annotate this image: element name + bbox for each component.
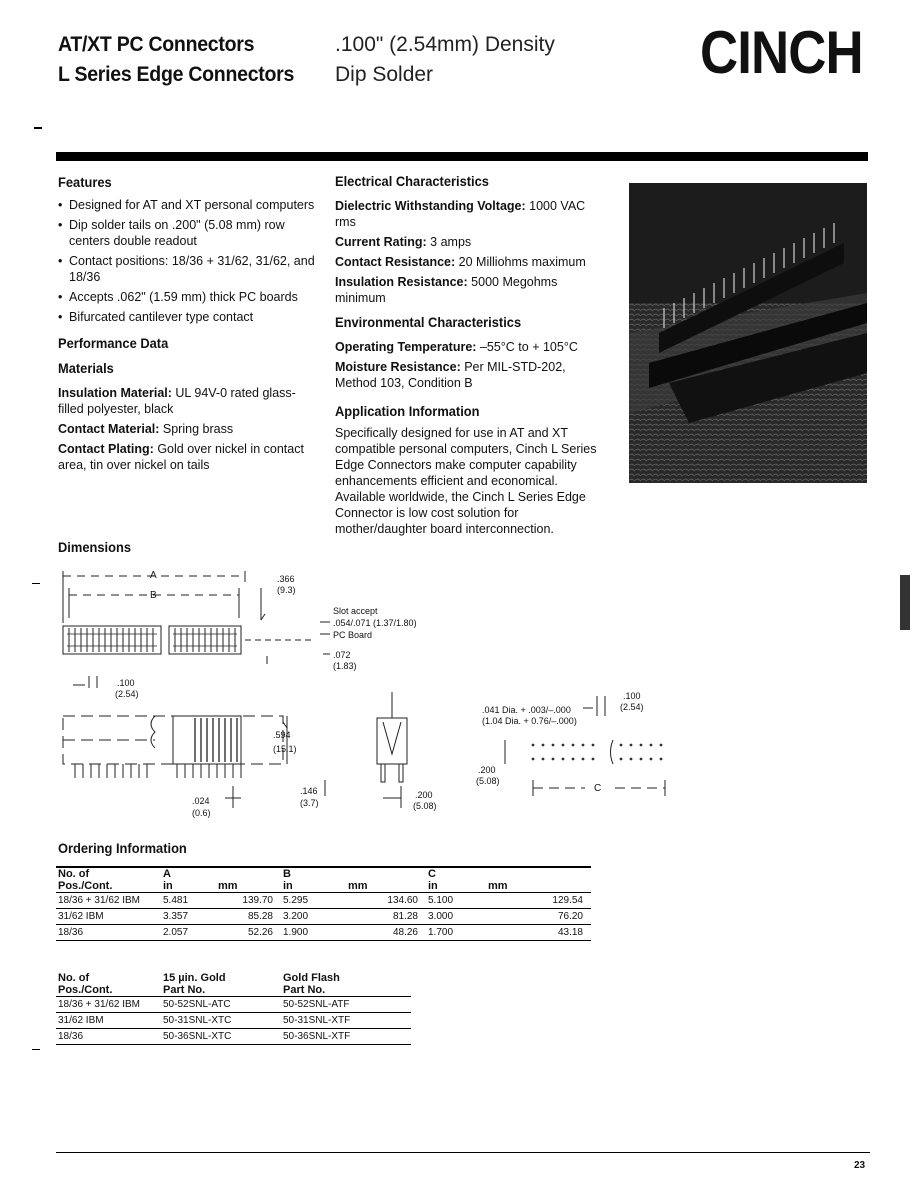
- cell-pos: 18/36 + 31/62 IBM: [58, 999, 141, 1010]
- list-item: • Accepts .062" (1.59 mm) thick PC boards: [58, 289, 316, 305]
- dim-024-mm: (0.6): [192, 808, 211, 818]
- cell-b-mm: 134.60: [387, 895, 418, 906]
- cell-a-mm: 85.28: [247, 911, 273, 922]
- performance-heading: Performance Data: [58, 335, 169, 351]
- cell-c-mm: 43.18: [557, 927, 583, 938]
- middle-column: [335, 173, 597, 537]
- cell-c-mm: 76.20: [557, 911, 583, 922]
- connector-photo: [629, 183, 867, 483]
- dim-594-mm: (15.1): [273, 744, 297, 754]
- dim-594: .594: [273, 730, 291, 740]
- dim-slot-3: PC Board: [333, 630, 373, 640]
- current-rating: Current Rating: 3 amps: [335, 235, 472, 249]
- margin-mark: [32, 583, 40, 584]
- list-item: • Contact positions: 18/36 + 31/62, 31/62, and 18/36: [58, 253, 316, 285]
- ordering-heading: Ordering Information: [58, 840, 187, 856]
- list-item: • Designed for AT and XT personal computers: [58, 197, 316, 213]
- dim-200-a: .200: [415, 790, 433, 800]
- dim-100: .100: [117, 678, 135, 688]
- title-line-2: L Series Edge Connectors: [58, 63, 295, 86]
- margin-mark: [32, 1049, 40, 1050]
- dim-200-a-mm: (5.08): [413, 801, 437, 811]
- table-header-a: A: [163, 868, 171, 880]
- cell-flash-part: 50-36SNL-XTF: [283, 1031, 351, 1042]
- cell-a-mm: 52.26: [247, 927, 273, 938]
- dim-100-b: .100: [623, 691, 641, 701]
- contact-plating: Contact Plating: Gold over nickel in contact area, tin over nickel on tails: [58, 442, 304, 472]
- dim-366-mm: (9.3): [277, 585, 296, 595]
- cell-c-in: 3.000: [428, 911, 454, 922]
- cell-a-in: 3.357: [163, 911, 189, 922]
- cell-b-mm: 48.26: [392, 927, 418, 938]
- table-header-pos-2: Pos./Cont.: [58, 984, 113, 996]
- moisture-resistance: Moisture Resistance: Per MIL-STD-202, Method 103, Condition B: [335, 360, 566, 390]
- footer-rule: [56, 1152, 870, 1153]
- cell-gold-part: 50-31SNL-XTC: [163, 1015, 232, 1026]
- operating-temperature: Operating Temperature: –55°C to + 105°C: [335, 340, 578, 354]
- header-rule: [56, 152, 868, 161]
- table-row: [56, 1013, 411, 1029]
- dielectric-voltage: Dielectric Withstanding Voltage: 1000 VAC rms: [335, 199, 586, 229]
- cell-gold-part: 50-52SNL-ATC: [163, 999, 231, 1010]
- table-row: [56, 1029, 411, 1045]
- brand-logo: CINCH: [700, 19, 863, 86]
- table-header-flash-1: Gold Flash: [283, 972, 340, 984]
- cell-gold-part: 50-36SNL-XTC: [163, 1031, 232, 1042]
- cell-pos: 18/36: [58, 1031, 84, 1042]
- dim-dia-1: .041 Dia. + .003/–.000: [482, 705, 571, 715]
- contact-resistance: Contact Resistance: 20 Milliohms maximum: [335, 255, 586, 269]
- table-header-pos-1: No. of: [58, 868, 90, 880]
- table-header-pos-1: No. of: [58, 972, 90, 984]
- title-line-1: AT/XT PC Connectors: [58, 33, 255, 56]
- table-header-c: C: [428, 868, 436, 880]
- subtitle-line-2: Dip Solder: [335, 63, 434, 86]
- dim-366: .366: [277, 574, 295, 584]
- cell-flash-part: 50-52SNL-ATF: [283, 999, 350, 1010]
- cell-b-in: 3.200: [283, 911, 309, 922]
- list-item: • Dip solder tails on .200" (5.08 mm) row centers double readout: [58, 217, 316, 249]
- table-header-b: B: [283, 868, 291, 880]
- margin-mark: [34, 127, 42, 129]
- dim-label-b: B: [150, 590, 157, 601]
- dim-072: .072: [333, 650, 351, 660]
- dim-200-b: .200: [478, 765, 496, 775]
- table-row: [56, 997, 411, 1013]
- materials-heading: Materials: [58, 360, 114, 376]
- cell-c-in: 5.100: [428, 895, 454, 906]
- table-header-gold-1: 15 µin. Gold: [163, 972, 226, 984]
- dim-slot-1: Slot accept: [333, 606, 378, 616]
- cell-a-in: 5.481: [163, 895, 189, 906]
- contact-material: Contact Material: Spring brass: [58, 422, 234, 436]
- table-row: [56, 893, 591, 909]
- dim-100-b-mm: (2.54): [620, 702, 644, 712]
- dimensions-heading: Dimensions: [58, 539, 132, 555]
- dimensions-drawing: [55, 568, 695, 830]
- table-header-a-mm: mm: [218, 880, 238, 892]
- left-column: [58, 174, 316, 477]
- dim-100-mm: (2.54): [115, 689, 139, 699]
- cell-b-in: 1.900: [283, 927, 309, 938]
- cell-b-in: 5.295: [283, 895, 309, 906]
- cell-c-mm: 129.54: [552, 895, 583, 906]
- environmental-heading: Environmental Characteristics: [335, 314, 522, 330]
- cell-a-in: 2.057: [163, 927, 189, 938]
- dim-146-mm: (3.7): [300, 798, 319, 808]
- dim-200-b-mm: (5.08): [476, 776, 500, 786]
- application-heading: Application Information: [335, 403, 480, 419]
- insulation-resistance: Insulation Resistance: 5000 Megohms minimum: [335, 275, 558, 305]
- electrical-heading: Electrical Characteristics: [335, 173, 489, 189]
- dim-label-a: A: [150, 570, 157, 581]
- cell-c-in: 1.700: [428, 927, 454, 938]
- dim-dia-2: (1.04 Dia. + 0.76/–.000): [482, 716, 577, 726]
- dim-024: .024: [192, 796, 210, 806]
- dim-slot-2: .054/.071 (1.37/1.80): [333, 618, 417, 628]
- table-header-b-mm: mm: [348, 880, 368, 892]
- cell-a-mm: 139.70: [242, 895, 273, 906]
- dim-label-c: C: [594, 783, 602, 794]
- insulation-material: Insulation Material: UL 94V-0 rated glass-filled polyester, black: [58, 386, 296, 416]
- subtitle-line-1: .100" (2.54mm) Density: [335, 33, 555, 56]
- list-item: • Bifurcated cantilever type contact: [58, 309, 316, 325]
- dim-072-mm: (1.83): [333, 661, 357, 671]
- features-list: [58, 197, 316, 325]
- table-header-pos-2: Pos./Cont.: [58, 880, 113, 892]
- parts-table: [56, 972, 411, 1045]
- application-text: Specifically designed for use in AT and XT compatible personal computers, Cinch L Series Edge Connectors make computer capability enhancements efficient and economical. Available worldwide, the Cinch L Series Edge Connector is low cost solution for mother/daughter board interconnection.: [335, 426, 597, 536]
- table-header-flash-2: Part No.: [283, 984, 326, 996]
- dimensions-table: [56, 866, 591, 941]
- table-header-b-in: in: [283, 880, 293, 892]
- table-header-c-mm: mm: [488, 880, 508, 892]
- page-number: 23: [854, 1160, 866, 1171]
- table-row: [56, 925, 591, 941]
- cell-pos: 18/36: [58, 927, 84, 938]
- dim-146: .146: [300, 786, 318, 796]
- edge-tab-mark: [900, 575, 910, 630]
- cell-pos: 31/62 IBM: [58, 911, 104, 922]
- cell-flash-part: 50-31SNL-XTF: [283, 1015, 351, 1026]
- table-header-gold-2: Part No.: [163, 984, 206, 996]
- features-heading: Features: [58, 174, 112, 190]
- cell-pos: 18/36 + 31/62 IBM: [58, 895, 141, 906]
- table-header-c-in: in: [428, 880, 438, 892]
- table-row: [56, 909, 591, 925]
- table-header-a-in: in: [163, 880, 173, 892]
- cell-b-mm: 81.28: [392, 911, 418, 922]
- cell-pos: 31/62 IBM: [58, 1015, 104, 1026]
